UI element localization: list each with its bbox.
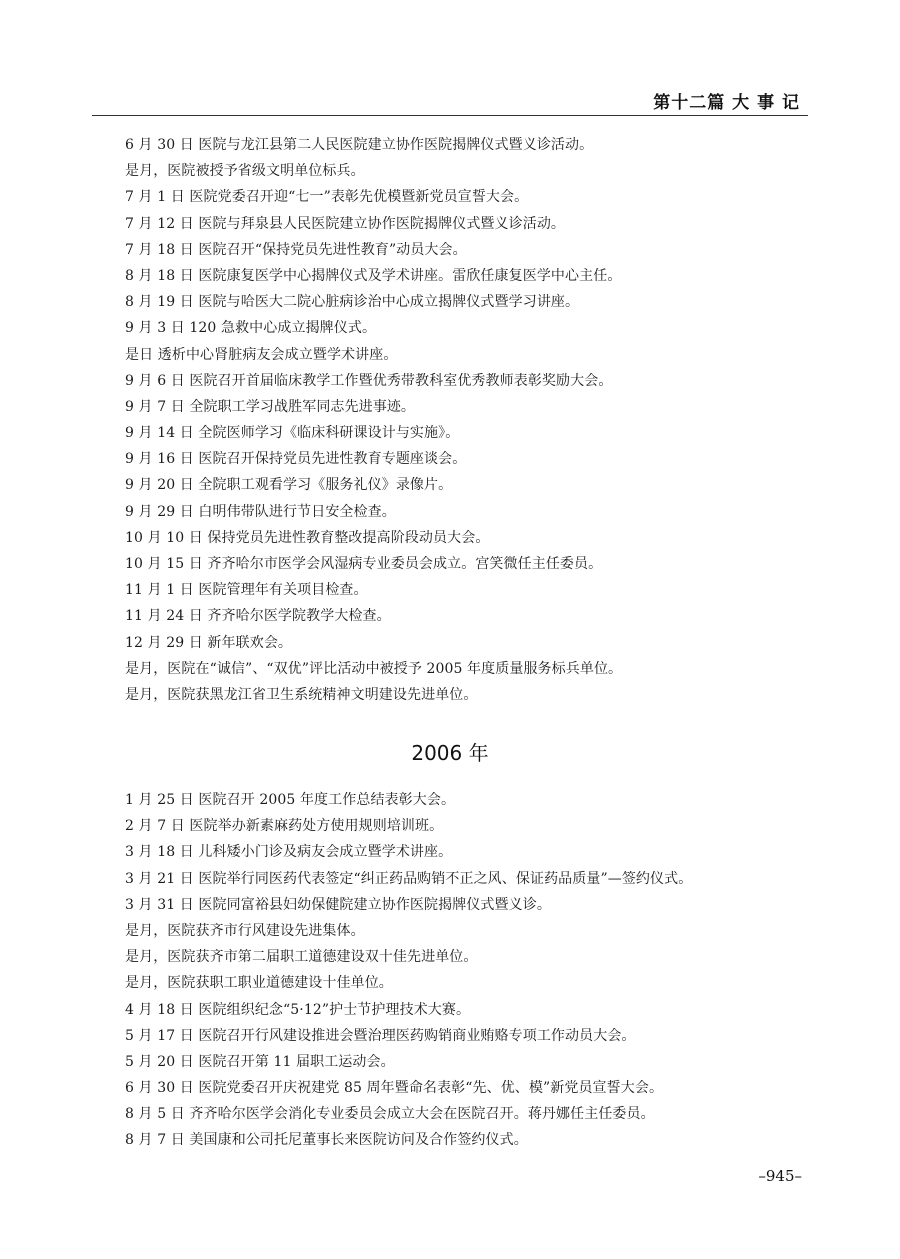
list-item: 3 月 31 日 医院同富裕县妇幼保健院建立协作医院揭牌仪式暨义诊。 (125, 896, 551, 913)
list-item: 11 月 1 日 医院管理年有关项目检查。 (125, 582, 368, 599)
list-item: 5 月 17 日 医院召开行风建设推进会暨治理医药购销商业贿赂专项工作动员大会。 (125, 1027, 636, 1044)
list-item: 9 月 16 日 医院召开保持党员先进性教育专题座谈会。 (125, 451, 467, 468)
year-heading: 2006 年 (411, 741, 489, 765)
list-item: 7 月 1 日 医院党委召开迎“七一”表彰先优模暨新党员宣誓大会。 (125, 189, 529, 206)
list-item: 7 月 18 日 医院召开“保持党员先进性教育”动员大会。 (125, 241, 467, 258)
list-item: 9 月 29 日 白明伟带队进行节日安全检查。 (125, 503, 396, 520)
list-item: 9 月 14 日 全院医师学习《临床科研课设计与实施》。 (125, 425, 460, 442)
section-title: 第十二篇 大 事 记 (653, 93, 800, 113)
list-item: 是月，医院在“诚信”、“双优”评比活动中被授予 2005 年度质量服务标兵单位。 (125, 660, 623, 677)
list-item: 8 月 19 日 医院与哈医大二院心脏病诊治中心成立揭牌仪式暨学习讲座。 (125, 294, 580, 311)
list-item: 1 月 25 日 医院召开 2005 年度工作总结表彰大会。 (125, 792, 456, 808)
list-item: 12 月 29 日 新年联欢会。 (125, 634, 293, 651)
list-item: 5 月 20 日 医院召开第 11 届职工运动会。 (125, 1053, 395, 1070)
list-item: 8 月 5 日 齐齐哈尔医学会消化专业委员会成立大会在医院召开。蒋丹娜任主任委员。 (125, 1106, 655, 1123)
list-item: 6 月 30 日 医院与龙江县第二人民医院建立协作医院揭牌仪式暨义诊活动。 (125, 137, 594, 153)
list-item: 11 月 24 日 齐齐哈尔医学院教学大检查。 (125, 608, 391, 625)
list-item: 9 月 20 日 全院职工观看学习《服务礼仪》录像片。 (125, 477, 453, 494)
list-item: 2 月 7 日 医院举办新素麻药处方使用规则培训班。 (125, 818, 444, 835)
list-item: 是月，医院获齐市行风建设先进集体。 (125, 922, 365, 939)
list-item: 是月，医院获齐市第二届职工道德建设双十佳先进单位。 (125, 949, 478, 966)
list-item: 7 月 12 日 医院与拜泉县人民医院建立协作医院揭牌仪式暨义诊活动。 (125, 215, 566, 232)
list-item: 9 月 6 日 医院召开首届临床教学工作暨优秀带教科室优秀教师表彰奖励大会。 (125, 372, 613, 389)
list-item: 是月，医院获黑龙江省卫生系统精神文明建设先进单位。 (125, 686, 478, 703)
list-item: 3 月 18 日 儿科矮小门诊及病友会成立暨学术讲座。 (125, 844, 453, 861)
list-item: 是月，医院被授予省级文明单位标兵。 (125, 163, 365, 180)
list-item: 9 月 7 日 全院职工学习战胜军同志先进事迹。 (125, 398, 416, 415)
entries-2005 (125, 132, 805, 708)
list-item: 3 月 21 日 医院举行同医药代表签定“纠正药品购销不正之风、保证药品质量”—签约仪式。 (125, 870, 693, 887)
list-item: 10 月 15 日 齐齐哈尔市医学会风湿病专业委员会成立。宫笑微任主任委员。 (125, 556, 603, 572)
list-item: 9 月 3 日 120 急救中心成立揭牌仪式。 (125, 320, 377, 337)
list-item: 4 月 18 日 医院组织纪念“5·12”护士节护理技术大赛。 (125, 1001, 471, 1018)
page-header (92, 82, 808, 116)
list-item: 6 月 30 日 医院党委召开庆祝建党 85 周年暨命名表彰“先、优、模”新党员宣誓大会。 (125, 1080, 664, 1097)
page-number: –945– (758, 1167, 802, 1185)
list-item: 是月，医院获职工职业道德建设十佳单位。 (125, 975, 393, 992)
list-item: 是日 透析中心肾脏病友会成立暨学术讲座。 (125, 346, 398, 363)
list-item: 10 月 10 日 保持党员先进性教育整改提高阶段动员大会。 (125, 529, 490, 546)
entries-2006 (125, 787, 805, 1154)
list-item: 8 月 7 日 美国康和公司托尼董事长来医院访问及合作签约仪式。 (125, 1132, 528, 1149)
list-item: 8 月 18 日 医院康复医学中心揭牌仪式及学术讲座。雷欣任康复医学中心主任。 (125, 267, 622, 284)
